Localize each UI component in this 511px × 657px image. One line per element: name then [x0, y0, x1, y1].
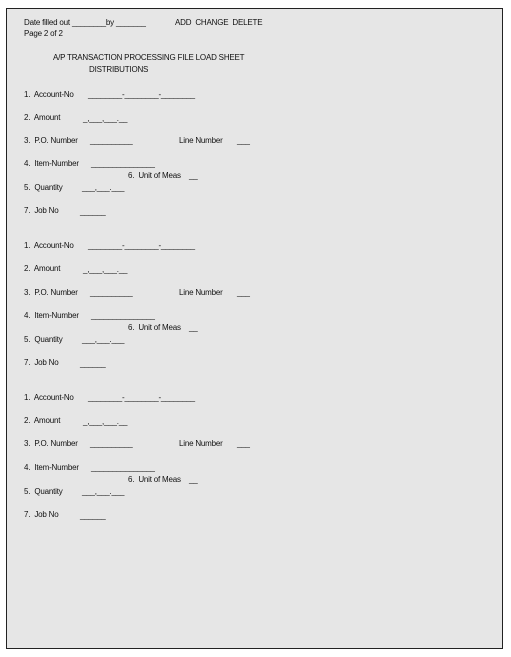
po-number-field[interactable]: __________ — [90, 136, 133, 145]
account-no-field[interactable]: ________-________-________ — [88, 393, 195, 402]
line-number-label: Line Number — [179, 439, 223, 448]
item-number-label: 4. Item-Number — [24, 159, 79, 168]
line-number-field[interactable]: ___ — [237, 288, 250, 297]
form-title: A/P TRANSACTION PROCESSING FILE LOAD SHEET — [53, 53, 245, 62]
amount-field[interactable]: _,___,___.__ — [83, 417, 128, 426]
line-number-label: Line Number — [179, 288, 223, 297]
item-number-label: 4. Item-Number — [24, 311, 79, 320]
amount-label: 2. Amount — [24, 113, 61, 122]
amount-label: 2. Amount — [24, 416, 61, 425]
line-number-label: Line Number — [179, 136, 223, 145]
unit-of-meas-label: 6. Unit of Meas — [128, 475, 181, 484]
date-filled-line: Date filled out ________by _______ — [24, 18, 146, 27]
unit-of-meas-field[interactable]: __ — [189, 475, 198, 484]
unit-of-meas-field[interactable]: __ — [189, 323, 198, 332]
account-no-label: 1. Account-No — [24, 393, 74, 402]
account-no-label: 1. Account-No — [24, 241, 74, 250]
po-number-field[interactable]: __________ — [90, 288, 133, 297]
amount-label: 2. Amount — [24, 264, 61, 273]
unit-of-meas-field[interactable]: __ — [189, 171, 198, 180]
amount-field[interactable]: _,___,___.__ — [83, 265, 128, 274]
job-no-field[interactable]: ______ — [80, 511, 106, 520]
account-no-field[interactable]: ________-________-________ — [88, 241, 195, 250]
load-sheet — [6, 8, 503, 649]
job-no-field[interactable]: ______ — [80, 359, 106, 368]
quantity-field[interactable]: ___,___.___ — [82, 183, 125, 192]
job-no-label: 7. Job No — [24, 510, 59, 519]
quantity-label: 5. Quantity — [24, 183, 63, 192]
unit-of-meas-label: 6. Unit of Meas — [128, 171, 181, 180]
po-number-field[interactable]: __________ — [90, 439, 133, 448]
line-number-field[interactable]: ___ — [237, 136, 250, 145]
account-no-label: 1. Account-No — [24, 90, 74, 99]
job-no-label: 7. Job No — [24, 206, 59, 215]
quantity-label: 5. Quantity — [24, 487, 63, 496]
form-subtitle: DISTRIBUTIONS — [89, 65, 149, 74]
unit-of-meas-label: 6. Unit of Meas — [128, 323, 181, 332]
po-number-label: 3. P.O. Number — [24, 288, 78, 297]
account-no-field[interactable]: ________-________-________ — [88, 90, 195, 99]
item-number-field[interactable]: _______________ — [91, 463, 155, 472]
amount-field[interactable]: _,___,___.__ — [83, 114, 128, 123]
job-no-field[interactable]: ______ — [80, 207, 106, 216]
item-number-field[interactable]: _______________ — [91, 159, 155, 168]
quantity-label: 5. Quantity — [24, 335, 63, 344]
po-number-label: 3. P.O. Number — [24, 136, 78, 145]
job-no-label: 7. Job No — [24, 358, 59, 367]
quantity-field[interactable]: ___,___.___ — [82, 487, 125, 496]
action-options: ADD CHANGE DELETE — [175, 18, 263, 27]
line-number-field[interactable]: ___ — [237, 439, 250, 448]
item-number-field[interactable]: _______________ — [91, 311, 155, 320]
item-number-label: 4. Item-Number — [24, 463, 79, 472]
po-number-label: 3. P.O. Number — [24, 439, 78, 448]
quantity-field[interactable]: ___,___.___ — [82, 335, 125, 344]
page-number: Page 2 of 2 — [24, 29, 63, 38]
